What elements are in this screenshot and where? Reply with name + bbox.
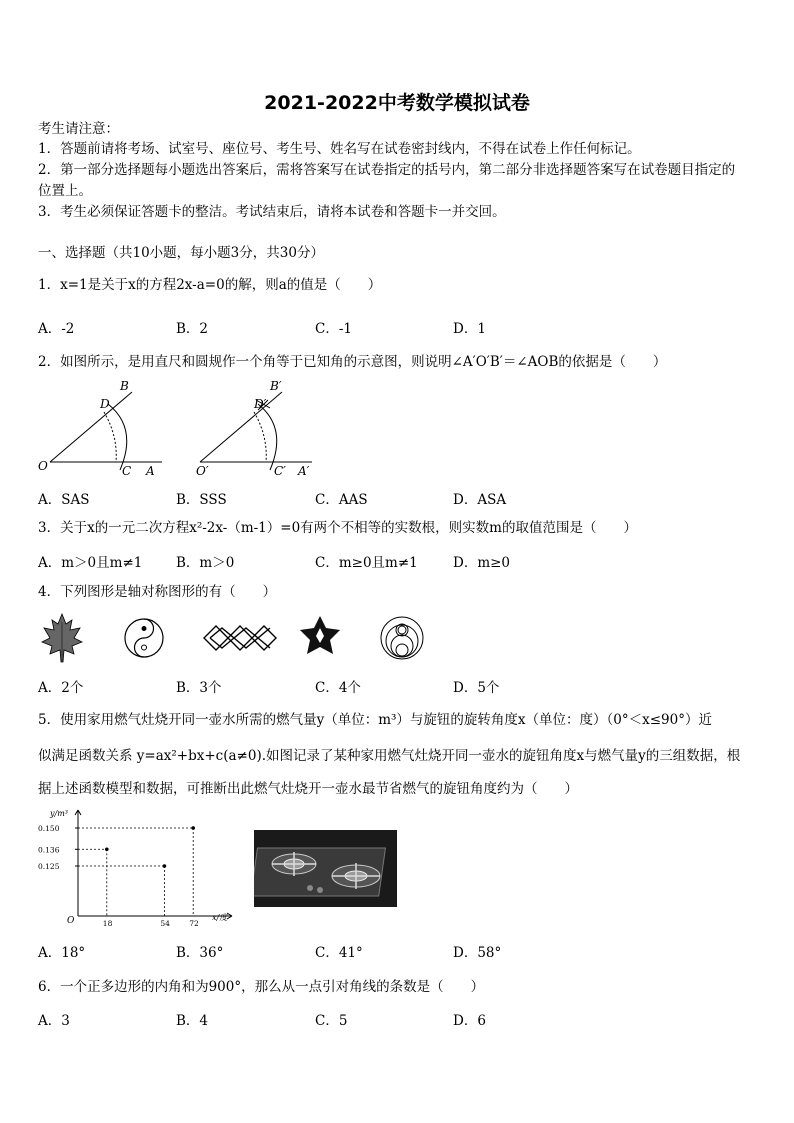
notice-item-2: 2．第一部分选择题每小题选出答案后，需将答案写在试卷指定的括号内，第二部分非选择题答案写在试卷题目指定的 — [38, 162, 736, 178]
question-4-stem: 4．下列图形是轴对称图形的有（ ） — [38, 584, 277, 600]
q4-option-b[interactable]: B．3个 — [176, 680, 222, 696]
label-D-prime: D′ — [254, 397, 267, 411]
q5-option-a[interactable]: A．18° — [38, 945, 86, 961]
q6-option-d[interactable]: D．6 — [453, 1013, 486, 1029]
question-1-stem: 1．x=1是关于x的方程2x-a=0的解，则a的值是（ ） — [38, 277, 382, 293]
q5-option-c[interactable]: C．41° — [315, 945, 363, 961]
q4-option-c[interactable]: C．4个 — [315, 680, 361, 696]
y-tick-label: 0.125 — [38, 862, 60, 871]
q6-option-a[interactable]: A．3 — [38, 1013, 70, 1029]
q6-option-b[interactable]: B．4 — [176, 1013, 209, 1029]
gas-usage-chart — [36, 804, 246, 926]
q2-option-a[interactable]: A．SAS — [38, 492, 90, 508]
gas-stove-photo — [254, 830, 397, 907]
knob-icon — [317, 887, 323, 893]
q6-option-c[interactable]: C．5 — [315, 1013, 348, 1029]
chart-ylabel: y/m³ — [50, 809, 69, 818]
maple-leaf-icon — [42, 614, 82, 662]
question-5-stem-line-3: 据上述函数模型和数据，可推断出此燃气灶烧开一壶水最节省燃气的旋钮角度约为（ ） — [38, 781, 578, 797]
label-A: A — [146, 464, 155, 478]
y-tick-label: 0.150 — [38, 824, 60, 833]
label-C: C — [122, 464, 132, 478]
data-point — [105, 847, 109, 851]
x-tick-label: 54 — [160, 919, 170, 926]
label-A-prime: A′ — [298, 464, 310, 478]
yin-yang-icon — [125, 619, 163, 657]
data-point — [191, 826, 195, 830]
q1-option-b[interactable]: B．2 — [176, 321, 209, 337]
knob-icon — [307, 885, 313, 891]
q5-option-d[interactable]: D．58° — [453, 945, 502, 961]
chart-xlabel: x/度 — [212, 913, 228, 922]
question-3-stem: 3．关于x的一元二次方程x²-2x-（m-1）=0有两个不相等的实数根，则实数m的取值范围是（ ） — [38, 520, 637, 536]
data-point — [163, 864, 167, 868]
q5-option-b[interactable]: B．36° — [176, 945, 224, 961]
label-C-prime: C′ — [274, 464, 286, 478]
angle-construction-figure — [34, 378, 334, 480]
symmetry-figures — [36, 610, 426, 666]
notice-item-2-cont: 位置上。 — [38, 183, 92, 199]
chart-origin: O — [67, 916, 75, 926]
question-2-stem: 2．如图所示，是用直尺和圆规作一个角等于已知角的示意图，则说明∠A′O′B′＝∠AOB的依据是（ ） — [38, 354, 667, 370]
notice-item-3: 3．考生必须保证答题卡的整洁。考试结束后，请将本试卷和答题卡一并交回。 — [38, 204, 506, 220]
question-6-stem: 6．一个正多边形的内角和为900°，那么从一点引对角线的条数是（ ） — [38, 979, 485, 995]
q2-option-b[interactable]: B．SSS — [176, 492, 227, 508]
question-5-stem-line-1: 5．使用家用燃气灶烧开同一壶水所需的燃气量y（单位：m³）与旋钮的旋转角度x（单位：度）（0°＜x≤90°）近 — [38, 712, 712, 728]
q3-option-b[interactable]: B．m＞0 — [176, 555, 235, 571]
label-B-prime: B′ — [270, 379, 282, 393]
q1-option-a[interactable]: A．-2 — [38, 321, 75, 337]
label-B: B — [120, 379, 129, 393]
label-O-prime: O′ — [196, 464, 209, 478]
notice-heading: 考生请注意： — [38, 121, 119, 137]
q2-option-d[interactable]: D．ASA — [453, 492, 507, 508]
x-tick-label: 72 — [189, 919, 199, 926]
label-D: D — [100, 397, 110, 411]
page-title: 2021-2022中考数学模拟试卷 — [264, 92, 530, 114]
q1-option-d[interactable]: D．1 — [453, 321, 486, 337]
q4-option-d[interactable]: D．5个 — [453, 680, 500, 696]
x-tick-label: 18 — [102, 919, 113, 926]
knot-pattern-icon — [204, 626, 276, 650]
q3-option-a[interactable]: A．m＞0且m≠1 — [38, 555, 143, 571]
nested-circles-icon — [381, 617, 423, 659]
label-O: O — [38, 459, 48, 473]
question-5-stem-line-2: 似满足函数关系 y=ax²+bx+c(a≠0).如图记录了某种家用燃气灶烧开同一壶水的旋钮角度x与燃气量y的三组数据，根 — [38, 748, 741, 764]
q2-option-c[interactable]: C．AAS — [315, 492, 368, 508]
star-pattern-icon — [300, 616, 340, 654]
q4-option-a[interactable]: A．2个 — [38, 680, 84, 696]
section-heading: 一、选择题（共10小题，每小题3分，共30分） — [38, 245, 324, 261]
y-tick-label: 0.136 — [38, 845, 60, 855]
q3-option-d[interactable]: D．m≥0 — [453, 555, 511, 571]
notice-item-1: 1．答题前请将考场、试室号、座位号、考生号、姓名写在试卷密封线内，不得在试卷上作任何标记。 — [38, 141, 641, 157]
q1-option-c[interactable]: C．-1 — [315, 321, 352, 337]
q3-option-c[interactable]: C．m≥0且m≠1 — [315, 555, 418, 571]
